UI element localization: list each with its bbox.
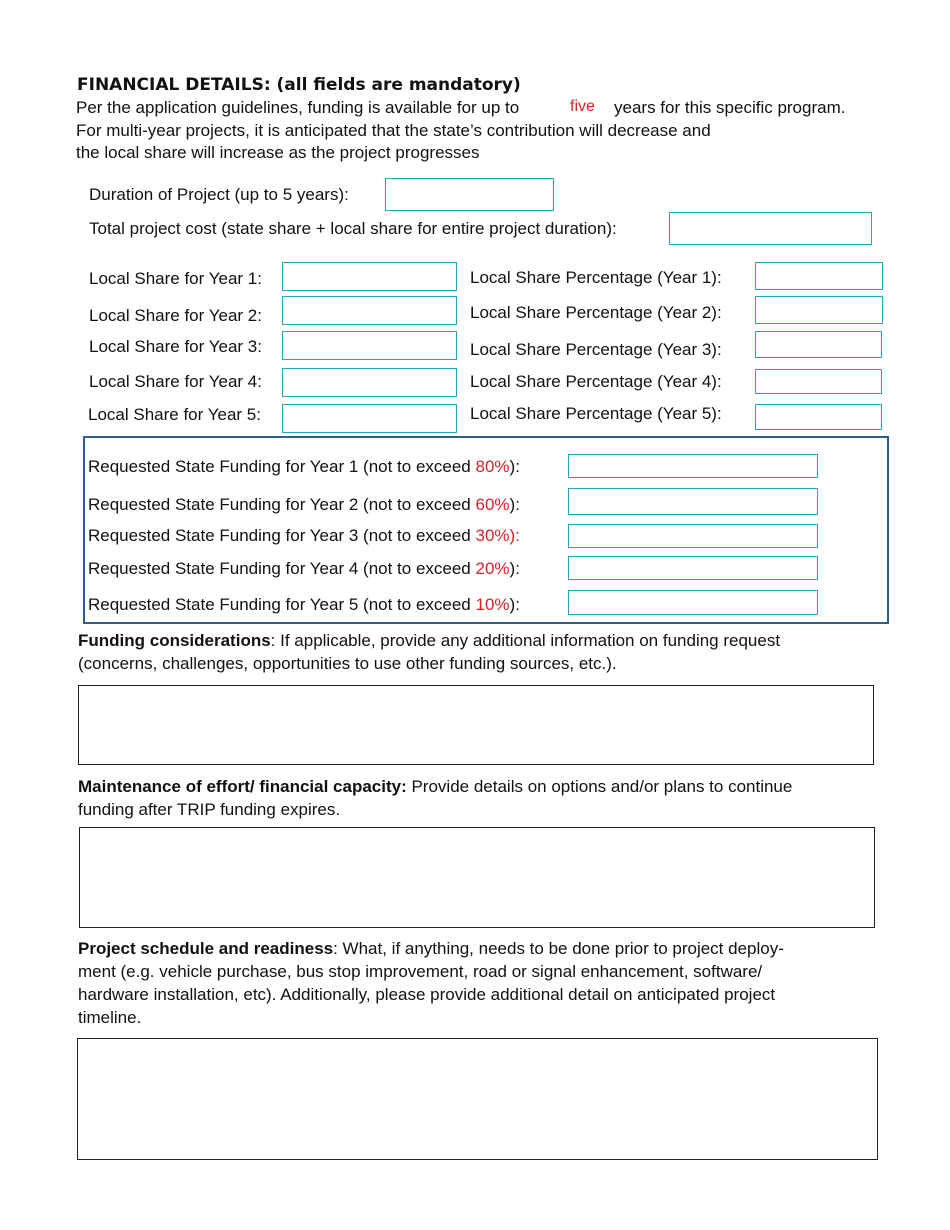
funding-considerations-text — [78, 629, 780, 675]
schedule-title: Project schedule and readiness — [78, 939, 334, 958]
duration-input[interactable] — [385, 178, 554, 211]
local-share-label-year-4: Local Share for Year 4: — [89, 372, 262, 391]
funding-considerations-textarea[interactable] — [78, 685, 874, 765]
state-funding-close-year-4: ): — [509, 559, 520, 578]
state-funding-input-year-2[interactable] — [568, 488, 818, 515]
schedule-line-1 — [78, 937, 784, 960]
schedule-text — [78, 937, 784, 1029]
local-share-pct-label-year-1: Local Share Percentage (Year 1): — [470, 268, 722, 287]
intro-line-3: the local share will increase as the project progresses — [76, 143, 480, 162]
maintenance-textarea[interactable] — [79, 827, 875, 928]
schedule-line-3: hardware installation, etc). Additionally, please provide additional detail on anticipated project — [78, 985, 776, 1004]
section-heading: FINANCIAL DETAILS: (all fields are mandatory) — [77, 75, 521, 95]
maintenance-line-2: funding after TRIP funding expires. — [78, 800, 341, 819]
funding-considerations-desc: : If applicable, provide any additional information on funding request — [270, 631, 781, 650]
duration-label: Duration of Project (up to 5 years): — [89, 185, 349, 204]
schedule-line-4: timeline. — [78, 1008, 142, 1027]
local-share-label-year-1: Local Share for Year 1: — [89, 269, 262, 288]
state-funding-text-year-2: Requested State Funding for Year 2 (not to exceed — [88, 495, 476, 514]
state-funding-label-year-4 — [88, 560, 520, 577]
state-funding-input-year-5[interactable] — [568, 590, 818, 615]
intro-line-1-post: years for this specific program. — [614, 98, 846, 117]
local-share-pct-input-year-1[interactable] — [755, 262, 883, 290]
state-funding-pct-year-4: 20% — [475, 559, 510, 578]
state-funding-pct-year-1: 80% — [475, 457, 510, 476]
local-share-input-year-2[interactable] — [282, 296, 457, 325]
schedule-desc: : What, if anything, needs to be done prior to project deploy- — [333, 939, 784, 958]
state-funding-close-year-2: ): — [509, 495, 520, 514]
maintenance-line-1 — [78, 775, 792, 798]
funding-considerations-line-2: (concerns, challenges, opportunities to use other funding sources, etc.). — [78, 654, 617, 673]
intro-line-1 — [76, 99, 519, 116]
local-share-input-year-4[interactable] — [282, 368, 457, 397]
local-share-pct-input-year-2[interactable] — [755, 296, 883, 324]
state-funding-input-year-1[interactable] — [568, 454, 818, 478]
state-funding-close-year-5: ): — [509, 595, 520, 614]
state-funding-label-year-1 — [88, 458, 520, 475]
local-share-label-year-5: Local Share for Year 5: — [88, 405, 261, 424]
state-funding-input-year-4[interactable] — [568, 556, 818, 580]
local-share-pct-label-year-2: Local Share Percentage (Year 2): — [470, 303, 722, 322]
funding-considerations-line-1 — [78, 629, 780, 652]
local-share-pct-label-year-4: Local Share Percentage (Year 4): — [470, 372, 722, 391]
maintenance-title: Maintenance of effort/ financial capacity: — [78, 777, 407, 796]
local-share-label-year-3: Local Share for Year 3: — [89, 337, 262, 356]
local-share-pct-input-year-3[interactable] — [755, 331, 882, 358]
local-share-pct-label-year-3: Local Share Percentage (Year 3): — [470, 340, 722, 359]
maintenance-text — [78, 775, 792, 821]
intro-line-1-pre: Per the application guidelines, funding is available for up to — [76, 98, 520, 117]
state-funding-input-year-3[interactable] — [568, 524, 818, 548]
state-funding-label-year-2 — [88, 496, 520, 513]
local-share-pct-input-year-4[interactable] — [755, 369, 882, 394]
local-share-pct-label-year-5: Local Share Percentage (Year 5): — [470, 404, 722, 423]
state-funding-pct-year-3: 30%): — [475, 526, 520, 545]
state-funding-pct-year-2: 60% — [475, 495, 510, 514]
funding-considerations-title: Funding considerations — [78, 631, 271, 650]
state-funding-pct-year-5: 10% — [475, 595, 510, 614]
state-funding-label-year-5 — [88, 596, 520, 613]
state-funding-text-year-5: Requested State Funding for Year 5 (not to exceed — [88, 595, 476, 614]
maintenance-desc: Provide details on options and/or plans to continue — [406, 777, 793, 796]
intro-line-2: For multi-year projects, it is anticipated that the state’s contribution will decrease and — [76, 121, 711, 140]
years-value: five — [570, 98, 595, 115]
state-funding-text-year-4: Requested State Funding for Year 4 (not to exceed — [88, 559, 476, 578]
local-share-label-year-2: Local Share for Year 2: — [89, 306, 262, 325]
state-funding-text-year-1: Requested State Funding for Year 1 (not to exceed — [88, 457, 476, 476]
local-share-input-year-5[interactable] — [282, 404, 457, 433]
local-share-input-year-3[interactable] — [282, 331, 457, 360]
state-funding-text-year-3: Requested State Funding for Year 3 (not to exceed — [88, 526, 476, 545]
total-cost-label: Total project cost (state share + local share for entire project duration): — [89, 219, 617, 238]
local-share-pct-input-year-5[interactable] — [755, 404, 882, 430]
schedule-textarea[interactable] — [77, 1038, 878, 1160]
state-funding-close-year-1: ): — [509, 457, 520, 476]
state-funding-label-year-3 — [88, 527, 520, 544]
total-cost-input[interactable] — [669, 212, 872, 245]
schedule-line-2: ment (e.g. vehicle purchase, bus stop improvement, road or signal enhancement, software/ — [78, 962, 763, 981]
local-share-input-year-1[interactable] — [282, 262, 457, 291]
